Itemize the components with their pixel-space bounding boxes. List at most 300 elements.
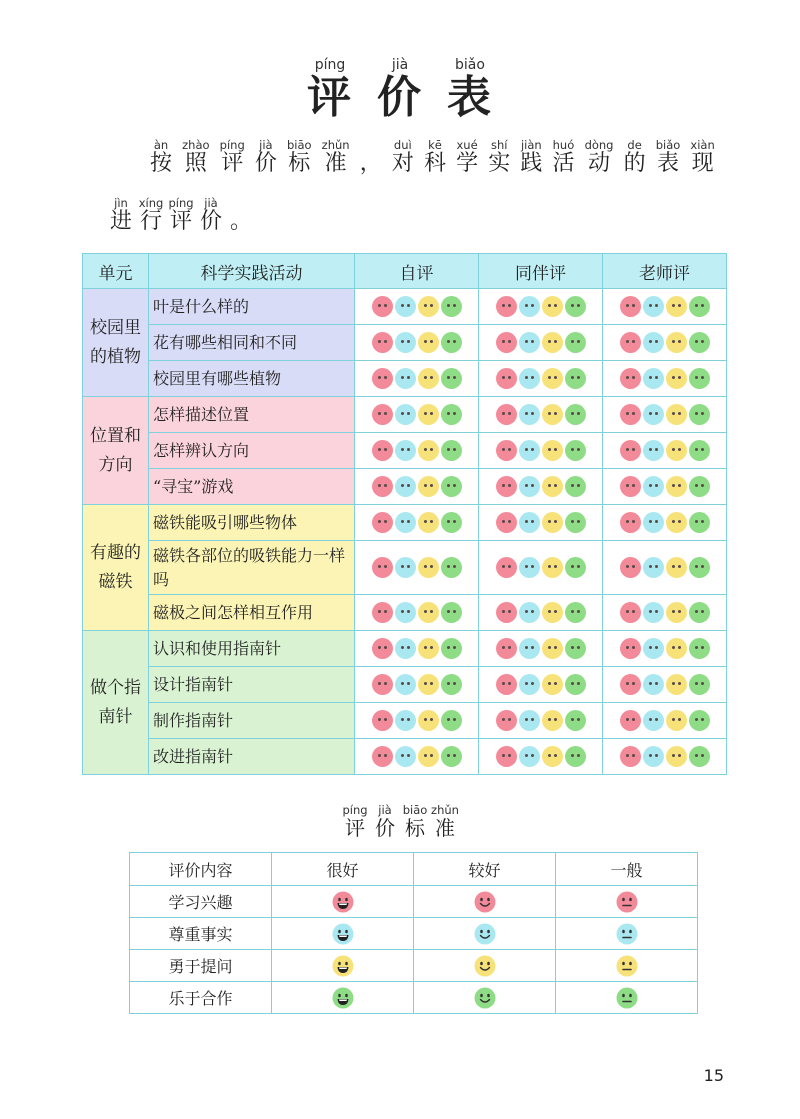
hanzi: 行	[139, 209, 162, 234]
smiley-face-icon[interactable]	[620, 710, 641, 731]
criteria-face-cell	[272, 918, 414, 950]
teacher-eval-faces	[603, 289, 727, 325]
smiley-face-icon[interactable]	[565, 404, 586, 425]
smiley-face-icon[interactable]	[565, 440, 586, 461]
criteria-header-average: 一般	[556, 853, 698, 886]
intro-char	[150, 138, 172, 176]
grin-face-icon	[332, 891, 354, 913]
smiley-face-icon[interactable]	[441, 638, 462, 659]
intro-char	[360, 138, 382, 176]
smiley-face-icon[interactable]	[372, 296, 393, 317]
smiley-face-icon[interactable]	[418, 602, 439, 623]
teacher-eval-faces	[603, 541, 727, 595]
smile-face-icon	[474, 955, 496, 977]
smiley-face-icon[interactable]	[620, 404, 641, 425]
teacher-eval-faces	[603, 667, 727, 703]
smiley-face-icon[interactable]	[689, 440, 710, 461]
smiley-face-icon[interactable]	[496, 296, 517, 317]
smiley-face-icon[interactable]	[643, 674, 664, 695]
smiley-face-icon[interactable]	[643, 602, 664, 623]
smiley-face-icon[interactable]	[496, 710, 517, 731]
smiley-face-icon[interactable]	[643, 440, 664, 461]
smiley-face-icon[interactable]	[620, 296, 641, 317]
hanzi: 评	[221, 151, 244, 176]
smiley-face-icon[interactable]	[418, 638, 439, 659]
neutral-face-icon	[616, 955, 638, 977]
hanzi: 评	[169, 209, 192, 234]
smiley-face-icon[interactable]	[441, 332, 462, 353]
hanzi: 评	[307, 72, 353, 123]
hanzi: 照	[184, 151, 207, 176]
criteria-row	[130, 918, 698, 950]
self-eval-faces	[355, 505, 479, 541]
activity-name: 校园里有哪些植物	[149, 361, 355, 397]
intro-char	[255, 138, 277, 176]
criteria-title-char	[340, 803, 370, 839]
peer-eval-faces	[479, 289, 603, 325]
intro-char	[182, 138, 209, 176]
smiley-face-icon[interactable]	[542, 674, 563, 695]
smiley-face-icon[interactable]	[689, 476, 710, 497]
smiley-face-icon[interactable]	[689, 746, 710, 767]
smiley-face-icon[interactable]	[565, 638, 586, 659]
smiley-face-icon[interactable]	[565, 746, 586, 767]
smiley-face-icon[interactable]	[372, 404, 393, 425]
smiley-face-icon[interactable]	[519, 602, 540, 623]
smiley-face-icon[interactable]	[666, 368, 687, 389]
smiley-face-icon[interactable]	[519, 512, 540, 533]
smiley-face-icon[interactable]	[418, 368, 439, 389]
criteria-label: 尊重事实	[130, 918, 272, 950]
smiley-face-icon[interactable]	[418, 512, 439, 533]
grin-face-icon	[332, 923, 354, 945]
smiley-face-icon[interactable]	[395, 557, 416, 578]
intro-char	[456, 138, 478, 176]
criteria-title	[0, 803, 800, 839]
smiley-face-icon[interactable]	[643, 512, 664, 533]
intro-char	[392, 138, 414, 176]
instruction-line-2	[106, 196, 256, 234]
smiley-face-icon[interactable]	[441, 512, 462, 533]
criteria-label: 勇于提问	[130, 950, 272, 982]
intro-char	[136, 196, 166, 234]
smiley-face-icon[interactable]	[542, 638, 563, 659]
hanzi: 表	[657, 151, 680, 176]
table-row	[83, 667, 727, 703]
smiley-face-icon[interactable]	[666, 440, 687, 461]
pinyin: píng	[219, 138, 245, 152]
pinyin: xíng	[138, 196, 164, 210]
activity-name: 叶是什么样的	[149, 289, 355, 325]
smiley-face-icon[interactable]	[666, 557, 687, 578]
smiley-face-icon[interactable]	[372, 674, 393, 695]
smiley-face-icon[interactable]	[689, 674, 710, 695]
peer-eval-faces	[479, 703, 603, 739]
smiley-face-icon[interactable]	[395, 296, 416, 317]
smiley-face-icon[interactable]	[395, 674, 416, 695]
hanzi: 践	[520, 151, 543, 176]
smiley-face-icon[interactable]	[395, 440, 416, 461]
smiley-face-icon[interactable]	[372, 557, 393, 578]
smiley-face-icon[interactable]	[519, 557, 540, 578]
table-row	[83, 739, 727, 775]
smiley-face-icon[interactable]	[620, 368, 641, 389]
table-row	[83, 325, 727, 361]
peer-eval-faces	[479, 631, 603, 667]
criteria-face-cell	[414, 918, 556, 950]
smiley-face-icon[interactable]	[496, 476, 517, 497]
pinyin: jià	[391, 57, 409, 73]
intro-char	[552, 138, 574, 176]
hanzi: 科	[423, 151, 446, 176]
smiley-face-icon[interactable]	[441, 602, 462, 623]
table-row	[83, 703, 727, 739]
smiley-face-icon[interactable]	[666, 296, 687, 317]
smiley-face-icon[interactable]	[441, 674, 462, 695]
pinyin: àn	[153, 138, 169, 152]
smiley-face-icon[interactable]	[643, 476, 664, 497]
smiley-face-icon[interactable]	[395, 332, 416, 353]
criteria-label: 乐于合作	[130, 982, 272, 1014]
hanzi: 动	[588, 151, 611, 176]
hanzi: 标	[288, 151, 311, 176]
peer-eval-faces	[479, 667, 603, 703]
neutral-face-icon	[616, 923, 638, 945]
peer-eval-faces	[479, 505, 603, 541]
smiley-face-icon[interactable]	[519, 368, 540, 389]
smiley-face-icon[interactable]	[441, 557, 462, 578]
pinyin: zhǔn	[321, 138, 350, 152]
smiley-face-icon[interactable]	[643, 332, 664, 353]
smiley-face-icon[interactable]	[689, 602, 710, 623]
smiley-face-icon[interactable]	[441, 440, 462, 461]
smiley-face-icon[interactable]	[418, 296, 439, 317]
smiley-face-icon[interactable]	[620, 674, 641, 695]
table-row	[83, 595, 727, 631]
smiley-face-icon[interactable]	[689, 638, 710, 659]
smiley-face-icon[interactable]	[395, 602, 416, 623]
hanzi: 活	[552, 151, 575, 176]
hanzi: 按	[150, 151, 173, 176]
pinyin: kē	[428, 138, 442, 152]
smiley-face-icon[interactable]	[441, 710, 462, 731]
smiley-face-icon[interactable]	[372, 638, 393, 659]
criteria-face-cell	[556, 950, 698, 982]
smiley-face-icon[interactable]	[565, 476, 586, 497]
criteria-header-good: 较好	[414, 853, 556, 886]
smiley-face-icon[interactable]	[643, 557, 664, 578]
smiley-face-icon[interactable]	[418, 710, 439, 731]
smiley-face-icon[interactable]	[418, 404, 439, 425]
hanzi: 准	[435, 816, 455, 840]
smiley-face-icon[interactable]	[496, 368, 517, 389]
criteria-face-cell	[272, 886, 414, 918]
smiley-face-icon[interactable]	[372, 368, 393, 389]
smile-face-icon	[474, 891, 496, 913]
smiley-face-icon[interactable]	[542, 557, 563, 578]
smiley-face-icon[interactable]	[418, 476, 439, 497]
pinyin: xué	[456, 138, 478, 152]
smiley-face-icon[interactable]	[519, 710, 540, 731]
smiley-face-icon[interactable]	[643, 368, 664, 389]
smiley-face-icon[interactable]	[496, 404, 517, 425]
title-char	[365, 56, 435, 122]
smiley-face-icon[interactable]	[372, 440, 393, 461]
smiley-face-icon[interactable]	[519, 332, 540, 353]
peer-eval-faces	[479, 739, 603, 775]
self-eval-faces	[355, 325, 479, 361]
intro-char	[106, 196, 136, 234]
smiley-face-icon[interactable]	[565, 557, 586, 578]
smiley-face-icon[interactable]	[542, 296, 563, 317]
smiley-face-icon[interactable]	[418, 674, 439, 695]
teacher-eval-faces	[603, 703, 727, 739]
smiley-face-icon[interactable]	[441, 476, 462, 497]
smiley-face-icon[interactable]	[643, 710, 664, 731]
smiley-face-icon[interactable]	[496, 746, 517, 767]
smiley-face-icon[interactable]	[620, 440, 641, 461]
smiley-face-icon[interactable]	[372, 476, 393, 497]
self-eval-faces	[355, 739, 479, 775]
table-row	[83, 433, 727, 469]
criteria-header-content: 评价内容	[130, 853, 272, 886]
hanzi: 实	[488, 151, 511, 176]
smiley-face-icon[interactable]	[689, 512, 710, 533]
pinyin: píng	[168, 196, 194, 210]
smile-face-icon	[474, 923, 496, 945]
smiley-face-icon[interactable]	[496, 557, 517, 578]
smiley-face-icon[interactable]	[418, 557, 439, 578]
smiley-face-icon[interactable]	[689, 332, 710, 353]
criteria-title-char	[370, 803, 400, 839]
smiley-face-icon[interactable]	[620, 476, 641, 497]
smiley-face-icon[interactable]	[620, 512, 641, 533]
smiley-face-icon[interactable]	[496, 602, 517, 623]
smiley-face-icon[interactable]	[418, 332, 439, 353]
smiley-face-icon[interactable]	[542, 368, 563, 389]
smiley-face-icon[interactable]	[689, 557, 710, 578]
intro-char	[166, 196, 196, 234]
criteria-face-cell	[556, 886, 698, 918]
smiley-face-icon[interactable]	[496, 332, 517, 353]
smiley-face-icon[interactable]	[689, 710, 710, 731]
unit-name: 位置和方向	[83, 397, 149, 505]
header-self-eval: 自评	[355, 254, 479, 289]
hanzi: 价	[375, 816, 395, 840]
teacher-eval-faces	[603, 397, 727, 433]
criteria-row	[130, 982, 698, 1014]
intro-char	[287, 138, 312, 176]
smiley-face-icon[interactable]	[418, 440, 439, 461]
intro-char	[520, 138, 542, 176]
smiley-face-icon[interactable]	[689, 368, 710, 389]
smiley-face-icon[interactable]	[666, 746, 687, 767]
smiley-face-icon[interactable]	[565, 296, 586, 317]
smiley-face-icon[interactable]	[395, 368, 416, 389]
criteria-face-cell	[272, 982, 414, 1014]
pinyin: xiàn	[690, 138, 715, 152]
smiley-face-icon[interactable]	[496, 512, 517, 533]
self-eval-faces	[355, 397, 479, 433]
smiley-face-icon[interactable]	[441, 296, 462, 317]
smiley-face-icon[interactable]	[542, 440, 563, 461]
smiley-face-icon[interactable]	[620, 332, 641, 353]
evaluation-table-header	[83, 254, 727, 289]
pinyin: huó	[552, 138, 575, 152]
criteria-face-cell	[556, 982, 698, 1014]
hanzi: 表	[447, 72, 493, 123]
pinyin: píng	[342, 803, 368, 817]
smiley-face-icon[interactable]	[372, 710, 393, 731]
smiley-face-icon[interactable]	[565, 674, 586, 695]
smiley-face-icon[interactable]	[519, 404, 540, 425]
smiley-face-icon[interactable]	[666, 404, 687, 425]
smiley-face-icon[interactable]	[542, 512, 563, 533]
grin-face-icon	[332, 955, 354, 977]
smiley-face-icon[interactable]	[565, 512, 586, 533]
smiley-face-icon[interactable]	[372, 332, 393, 353]
peer-eval-faces	[479, 595, 603, 631]
smiley-face-icon[interactable]	[620, 602, 641, 623]
smiley-face-icon[interactable]	[643, 404, 664, 425]
page-number: 15	[703, 1066, 724, 1085]
peer-eval-faces	[479, 361, 603, 397]
smiley-face-icon[interactable]	[542, 476, 563, 497]
pinyin: de	[627, 138, 642, 152]
smiley-face-icon[interactable]	[542, 602, 563, 623]
criteria-face-cell	[414, 982, 556, 1014]
smiley-face-icon[interactable]	[620, 638, 641, 659]
header-activity: 科学实践活动	[149, 254, 355, 289]
header-unit: 单元	[83, 254, 149, 289]
smiley-face-icon[interactable]	[643, 296, 664, 317]
smiley-face-icon[interactable]	[519, 674, 540, 695]
smiley-face-icon[interactable]	[395, 746, 416, 767]
smiley-face-icon[interactable]	[666, 674, 687, 695]
intro-char	[196, 196, 226, 234]
activity-name: 制作指南针	[149, 703, 355, 739]
table-row	[83, 505, 727, 541]
smiley-face-icon[interactable]	[565, 332, 586, 353]
smiley-face-icon[interactable]	[441, 746, 462, 767]
intro-char	[322, 138, 350, 176]
smiley-face-icon[interactable]	[395, 476, 416, 497]
pinyin: biāo	[286, 138, 312, 152]
activity-name: 磁铁能吸引哪些物体	[149, 505, 355, 541]
activity-name: 怎样描述位置	[149, 397, 355, 433]
hanzi: ，	[359, 151, 382, 176]
smiley-face-icon[interactable]	[689, 296, 710, 317]
smiley-face-icon[interactable]	[666, 710, 687, 731]
smiley-face-icon[interactable]	[542, 332, 563, 353]
smiley-face-icon[interactable]	[643, 638, 664, 659]
pinyin: shí	[490, 138, 508, 152]
self-eval-faces	[355, 361, 479, 397]
smiley-face-icon[interactable]	[519, 296, 540, 317]
smiley-face-icon[interactable]	[418, 746, 439, 767]
smiley-face-icon[interactable]	[395, 638, 416, 659]
smiley-face-icon[interactable]	[395, 710, 416, 731]
hanzi: 价	[199, 209, 222, 234]
smiley-face-icon[interactable]	[496, 638, 517, 659]
smiley-face-icon[interactable]	[519, 476, 540, 497]
smiley-face-icon[interactable]	[542, 404, 563, 425]
intro-char	[488, 138, 510, 176]
pinyin: jià	[378, 803, 392, 817]
intro-char	[656, 138, 681, 176]
hanzi: 对	[391, 151, 414, 176]
smiley-face-icon[interactable]	[643, 746, 664, 767]
teacher-eval-faces	[603, 505, 727, 541]
activity-name: 磁极之间怎样相互作用	[149, 595, 355, 631]
activity-name: 怎样辨认方向	[149, 433, 355, 469]
smiley-face-icon[interactable]	[372, 512, 393, 533]
smiley-face-icon[interactable]	[519, 746, 540, 767]
smiley-face-icon[interactable]	[666, 476, 687, 497]
criteria-face-cell	[414, 886, 556, 918]
smiley-face-icon[interactable]	[496, 440, 517, 461]
smiley-face-icon[interactable]	[496, 674, 517, 695]
smiley-face-icon[interactable]	[441, 404, 462, 425]
hanzi: 评	[345, 816, 365, 840]
smiley-face-icon[interactable]	[519, 440, 540, 461]
smiley-face-icon[interactable]	[689, 404, 710, 425]
criteria-title-char	[400, 803, 430, 839]
page-title	[0, 56, 800, 122]
smiley-face-icon[interactable]	[372, 602, 393, 623]
smiley-face-icon[interactable]	[441, 368, 462, 389]
smiley-face-icon[interactable]	[565, 368, 586, 389]
pinyin: jià	[204, 196, 218, 210]
pinyin: biāo	[402, 803, 428, 817]
smiley-face-icon[interactable]	[372, 746, 393, 767]
criteria-label: 学习兴趣	[130, 886, 272, 918]
pinyin: zhào	[182, 138, 210, 152]
header-peer-eval: 同伴评	[479, 254, 603, 289]
criteria-row	[130, 886, 698, 918]
pinyin: biǎo	[655, 138, 681, 152]
criteria-header-very-good: 很好	[272, 853, 414, 886]
smiley-face-icon[interactable]	[542, 710, 563, 731]
grin-face-icon	[332, 987, 354, 1009]
smiley-face-icon[interactable]	[620, 746, 641, 767]
pinyin: jìn	[114, 196, 128, 210]
table-row	[83, 469, 727, 505]
smiley-face-icon[interactable]	[395, 512, 416, 533]
smiley-face-icon[interactable]	[565, 710, 586, 731]
smiley-face-icon[interactable]	[395, 404, 416, 425]
self-eval-faces	[355, 631, 479, 667]
teacher-eval-faces	[603, 433, 727, 469]
criteria-face-cell	[556, 918, 698, 950]
smiley-face-icon[interactable]	[666, 602, 687, 623]
activity-name: 磁铁各部位的吸铁能力一样吗	[149, 541, 355, 595]
peer-eval-faces	[479, 325, 603, 361]
intro-char	[424, 138, 446, 176]
teacher-eval-faces	[603, 631, 727, 667]
smiley-face-icon[interactable]	[666, 512, 687, 533]
smiley-face-icon[interactable]	[666, 638, 687, 659]
table-row	[83, 361, 727, 397]
smiley-face-icon[interactable]	[666, 332, 687, 353]
smiley-face-icon[interactable]	[565, 602, 586, 623]
smiley-face-icon[interactable]	[620, 557, 641, 578]
self-eval-faces	[355, 595, 479, 631]
self-eval-faces	[355, 469, 479, 505]
peer-eval-faces	[479, 541, 603, 595]
smiley-face-icon[interactable]	[542, 746, 563, 767]
smiley-face-icon[interactable]	[519, 638, 540, 659]
